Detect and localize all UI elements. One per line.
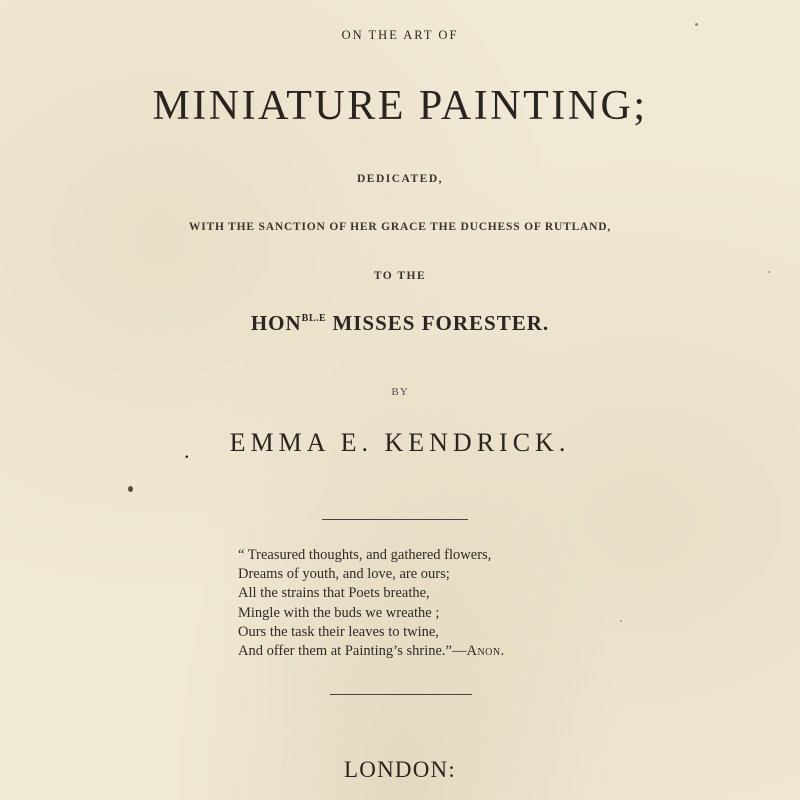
book-title: MINIATURE PAINTING; bbox=[152, 83, 648, 129]
epigraph-line: All the strains that Poets breathe, bbox=[238, 585, 430, 602]
epigraph-line: “ Treasured thoughts, and gathered flowers, bbox=[238, 547, 492, 563]
epigraph-line: Mingle with the buds we wreathe ; bbox=[238, 604, 440, 621]
paper-speck bbox=[128, 486, 133, 492]
dedicatee-superscript: BL.E bbox=[301, 313, 327, 324]
divider-rule-bottom bbox=[330, 694, 472, 695]
epigraph bbox=[238, 546, 505, 661]
dedicatee-name: MISSES FORESTER. bbox=[332, 311, 550, 335]
dedicated-line: DEDICATED, bbox=[356, 173, 444, 185]
epigraph-attribution: Anon. bbox=[466, 643, 505, 660]
dedicatee-prefix: HON bbox=[250, 311, 302, 335]
to-the-line: TO THE bbox=[373, 270, 427, 282]
preface-line: ON THE ART OF bbox=[341, 28, 459, 42]
dedicatee-line bbox=[0, 311, 800, 336]
paper-speck bbox=[620, 620, 622, 622]
stray-dot: . bbox=[184, 438, 190, 463]
epigraph-line: Ours the task their leaves to twine, bbox=[238, 623, 439, 640]
sanction-line: WITH THE SANCTION OF HER GRACE THE DUCHESS OF RUTLAND, bbox=[188, 221, 612, 233]
epigraph-last-line bbox=[238, 642, 505, 661]
paper-speck bbox=[768, 271, 770, 273]
imprint-place: LONDON: bbox=[344, 757, 456, 782]
by-line: BY bbox=[391, 386, 409, 398]
paper-speck bbox=[695, 23, 698, 26]
divider-rule-top bbox=[322, 519, 468, 520]
author-name: EMMA E. KENDRICK. bbox=[229, 428, 571, 457]
epigraph-line: Dreams of youth, and love, are ours; bbox=[238, 566, 450, 583]
epigraph-line: And offer them at Painting’s shrine.”— bbox=[238, 643, 467, 660]
